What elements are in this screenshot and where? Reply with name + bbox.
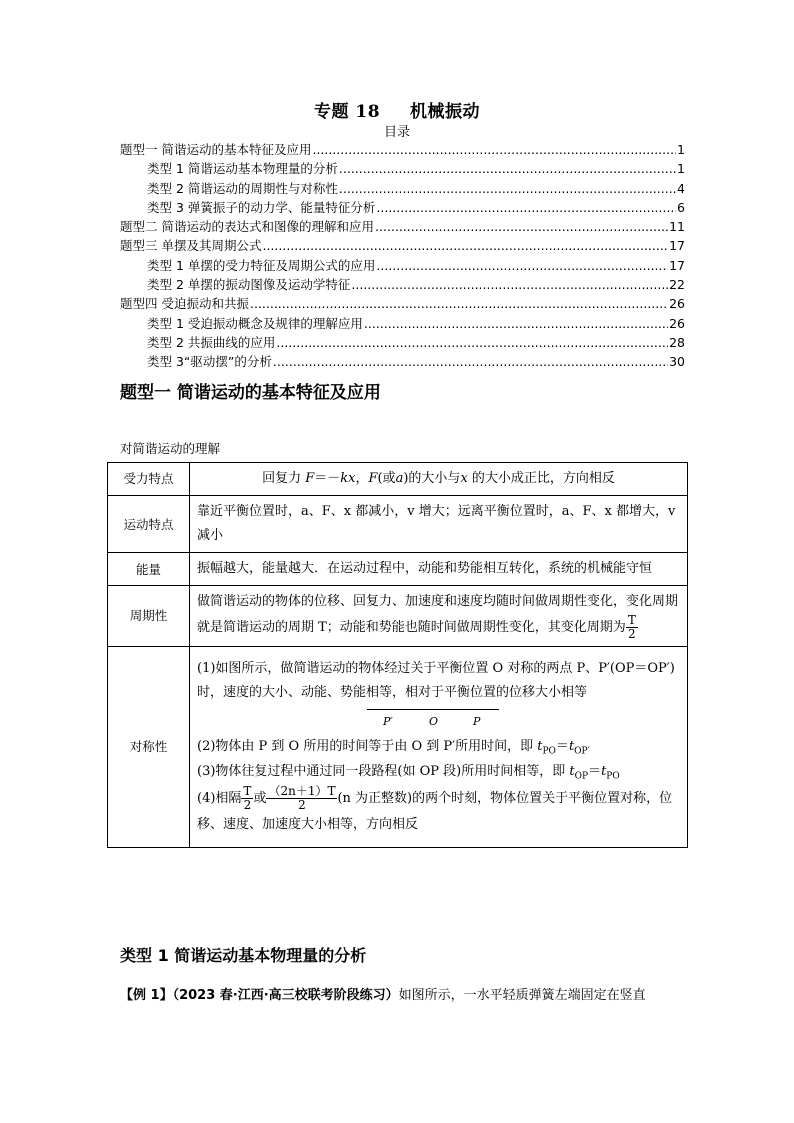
symmetry-point-2: (2)物体由 P 到 O 所用的时间等于由 O 到 P′所用时间，即 $t_{PO}=t_{OP'}$ — [197, 738, 590, 757]
toc-entry[interactable] — [120, 352, 685, 371]
toc-entry[interactable] — [120, 275, 685, 294]
toc-entry[interactable] — [120, 294, 685, 313]
toc-heading: 目录 — [383, 125, 410, 140]
row-key: 受力特点 — [108, 463, 190, 496]
toc-leader-dots — [339, 161, 676, 176]
toc-leader-dots — [262, 238, 668, 253]
section-heading: 题型一 简谐运动的基本特征及应用 — [120, 383, 381, 403]
toc-entry-page: 17 — [669, 238, 685, 254]
row-value — [190, 646, 688, 847]
title-text: 机械振动 — [410, 102, 481, 122]
row-key: 周期性 — [108, 586, 190, 646]
toc-leader-dots — [339, 181, 676, 196]
row-value: 振幅越大，能量越大．在运动过程中，动能和势能相互转化，系统的机械能守恒 — [190, 553, 688, 586]
toc-leader-dots — [276, 335, 668, 350]
symmetry-point-1: (1)如图所示，做简谐运动的物体经过关于平衡位置 O 对称的两点 P、P′(OP＝OP′)时，速度的大小、动能、势能相等，相对于平衡位置的位移大小相等 — [197, 660, 675, 700]
toc-entry-label: 题型三 单摆及其周期公式 — [120, 238, 262, 254]
toc-entry-page: 28 — [669, 334, 685, 350]
toc-entry[interactable] — [120, 217, 685, 236]
table-row — [108, 646, 688, 847]
toc-entry-label: 类型 1 简谐运动基本物理量的分析 — [147, 161, 338, 177]
fraction: $\frac{(2n+1)T}{2}$ — [268, 784, 336, 813]
example-text: 如图所示，一水平轻质弹簧左端固定在竖直 — [398, 988, 646, 1003]
properties-table — [107, 462, 688, 848]
toc-entry-label: 类型 2 单摆的振动图像及运动学特征 — [147, 277, 351, 293]
toc-entry-page: 17 — [669, 257, 685, 273]
row-key: 对称性 — [108, 646, 190, 847]
toc-entry[interactable] — [120, 333, 685, 352]
toc-entry-page: 4 — [677, 180, 685, 196]
fraction: $\frac{T}{2}$ — [243, 784, 252, 813]
toc-leader-dots — [376, 200, 676, 215]
table-row — [108, 496, 688, 553]
toc-leader-dots — [364, 316, 668, 331]
toc-entry-page: 22 — [669, 277, 685, 293]
toc-entry[interactable] — [120, 179, 685, 198]
toc-entry-page: 26 — [669, 315, 685, 331]
toc-entry-label: 类型 1 受迫振动概念及规律的理解应用 — [147, 315, 363, 331]
title-number: 专题 18 — [313, 102, 381, 122]
table-row — [108, 586, 688, 646]
row-value: 靠近平衡位置时，a、F、x 都减小，v 增大；远离平衡位置时，a、F、x 都增大，v 减小 — [190, 496, 688, 553]
toc-entry-label: 类型 1 单摆的受力特征及周期公式的应用 — [147, 257, 376, 273]
symmetry-point-3: (3)物体往复过程中通过同一段路程(如 OP 段)所用时间相等，即 $t_{OP}=t_{PO}$ — [197, 763, 620, 782]
example-source: （2023 春·江西·高三校联考阶段练习） — [172, 988, 399, 1003]
toc-entry-label: 题型四 受迫振动和共振 — [120, 296, 249, 312]
toc-leader-dots — [273, 354, 668, 369]
example-label: 【例 1】 — [120, 988, 173, 1003]
toc-entry[interactable] — [120, 314, 685, 333]
position-axis-figure — [197, 705, 680, 735]
toc-entry[interactable] — [120, 159, 685, 178]
toc-entry-page: 6 — [677, 199, 685, 215]
page-title — [0, 97, 794, 122]
toc-leader-dots — [351, 277, 668, 292]
toc-entry-label: 类型 2 共振曲线的应用 — [147, 334, 276, 350]
table-row — [108, 553, 688, 586]
toc-entry-page: 26 — [669, 296, 685, 312]
toc-entry-label: 题型二 简谐运动的表达式和图像的理解和应用 — [120, 219, 374, 235]
row-value: 回复力 F＝－kx，F(或a)的大小与x 的大小成正比，方向相反 — [190, 463, 688, 496]
toc-entry-label: 题型一 简谐运动的基本特征及应用 — [120, 142, 312, 157]
axis-label-p: P — [473, 714, 481, 728]
toc-entry[interactable] — [120, 140, 685, 159]
toc-entry-page: 1 — [677, 142, 685, 157]
table-caption: 对简谐运动的理解 — [120, 441, 221, 456]
toc-entry[interactable] — [120, 198, 685, 217]
toc-entry-label: 类型 3 弹簧振子的动力学、能量特征分析 — [147, 199, 376, 215]
toc-entry-page: 1 — [677, 161, 685, 177]
example-intro — [120, 984, 680, 1003]
toc-leader-dots — [312, 142, 676, 157]
toc-leader-dots — [250, 296, 668, 311]
fraction: $\frac{T}{2}$ — [627, 613, 636, 642]
toc-entry-page: 11 — [669, 219, 685, 235]
toc-entry[interactable] — [120, 256, 685, 275]
axis-line — [367, 709, 499, 710]
axis-label-p-prime: P′ — [383, 714, 393, 728]
type-heading: 类型 1 简谐运动基本物理量的分析 — [120, 946, 367, 965]
toc-entry-label: 类型 2 简谐运动的周期性与对称性 — [147, 180, 338, 196]
toc-leader-dots — [375, 219, 668, 234]
symmetry-point-4: (4)相隔 $\frac{T}{2}$ 或 $\frac{(2n+1)T}{2}$ (n 为正整数)的两个时刻，物体位置关于平衡位置对称，位移、速度、加速度大小相等，方向相反 — [197, 784, 673, 832]
row-key: 能量 — [108, 553, 190, 586]
toc-leader-dots — [376, 258, 668, 273]
toc-entry-label: 类型 3“驱动摆”的分析 — [147, 354, 272, 370]
row-key: 运动特点 — [108, 496, 190, 553]
toc-entry[interactable] — [120, 236, 685, 255]
axis-label-o: O — [429, 714, 439, 728]
row-value: 做简谐运动的物体的位移、回复力、加速度和速度均随时间做周期性变化，变化周期就是简谐运动的周期 T；动能和势能也随时间做周期性变化，其变化周期为 $\frac{T}{2}$ — [190, 586, 688, 646]
toc-entry-page: 30 — [669, 354, 685, 370]
table-row — [108, 463, 688, 496]
table-of-contents — [120, 140, 685, 372]
